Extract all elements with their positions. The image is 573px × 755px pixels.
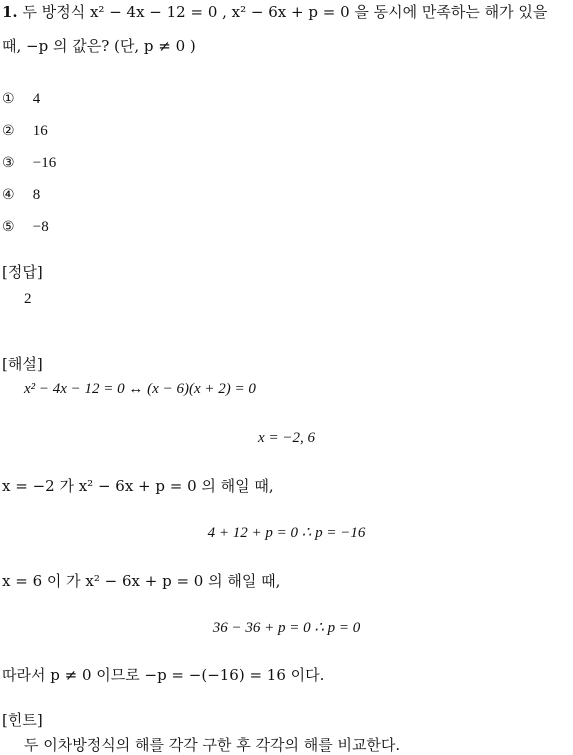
choice-value-2: 16 bbox=[32, 123, 48, 139]
explanation-line-3: x = −2 가 x² − 6x + p = 0 의 해일 때, bbox=[2, 477, 274, 495]
question-text-1: 두 방정식 x² − 4x − 12 = 0 , x² − 6x + p = 0 을 동시에 만족하는 해가 있을 bbox=[22, 3, 548, 21]
choice-4[interactable] bbox=[2, 184, 40, 205]
explanation-line-6: 36 − 36 + p = 0 ∴ p = 0 bbox=[212, 620, 361, 636]
question-text-2: 때, −p 의 값은? (단, p ≠ 0 ) bbox=[2, 37, 196, 55]
choice-1[interactable] bbox=[2, 88, 40, 109]
choice-value-5: −8 bbox=[32, 219, 49, 235]
choice-mark-5: ⑤ bbox=[2, 219, 15, 235]
question-number: 1. bbox=[2, 3, 18, 21]
explanation-header: [해설] bbox=[2, 355, 43, 373]
hint-text: 두 이차방정식의 해를 각각 구한 후 각각의 해를 비교한다. bbox=[24, 736, 401, 754]
choice-3[interactable] bbox=[2, 152, 56, 173]
explanation-line-4: 4 + 12 + p = 0 ∴ p = −16 bbox=[207, 525, 366, 541]
hint-header: [힌트] bbox=[2, 711, 43, 729]
choice-mark-3: ③ bbox=[2, 155, 15, 171]
explanation-line-1: x² − 4x − 12 = 0 ↔ (x − 6)(x + 2) = 0 bbox=[24, 381, 256, 397]
choice-value-4: 8 bbox=[32, 187, 41, 203]
question-line-1 bbox=[2, 2, 547, 22]
answer-header: [정답] bbox=[2, 263, 43, 281]
choice-mark-2: ② bbox=[2, 123, 15, 139]
answer-value: 2 bbox=[24, 291, 32, 307]
choice-mark-4: ④ bbox=[2, 187, 15, 203]
choice-2[interactable] bbox=[2, 120, 48, 141]
choice-mark-1: ① bbox=[2, 91, 15, 107]
question-line-2 bbox=[2, 36, 196, 56]
explanation-line-5: x = 6 이 가 x² − 6x + p = 0 의 해일 때, bbox=[2, 572, 281, 590]
explanation-line-7: 따라서 p ≠ 0 이므로 −p = −(−16) = 16 이다. bbox=[2, 666, 325, 684]
choice-value-1: 4 bbox=[32, 91, 41, 107]
explanation-line-2: x = −2, 6 bbox=[258, 430, 315, 446]
choice-value-3: −16 bbox=[32, 155, 57, 171]
choice-5[interactable] bbox=[2, 216, 49, 237]
